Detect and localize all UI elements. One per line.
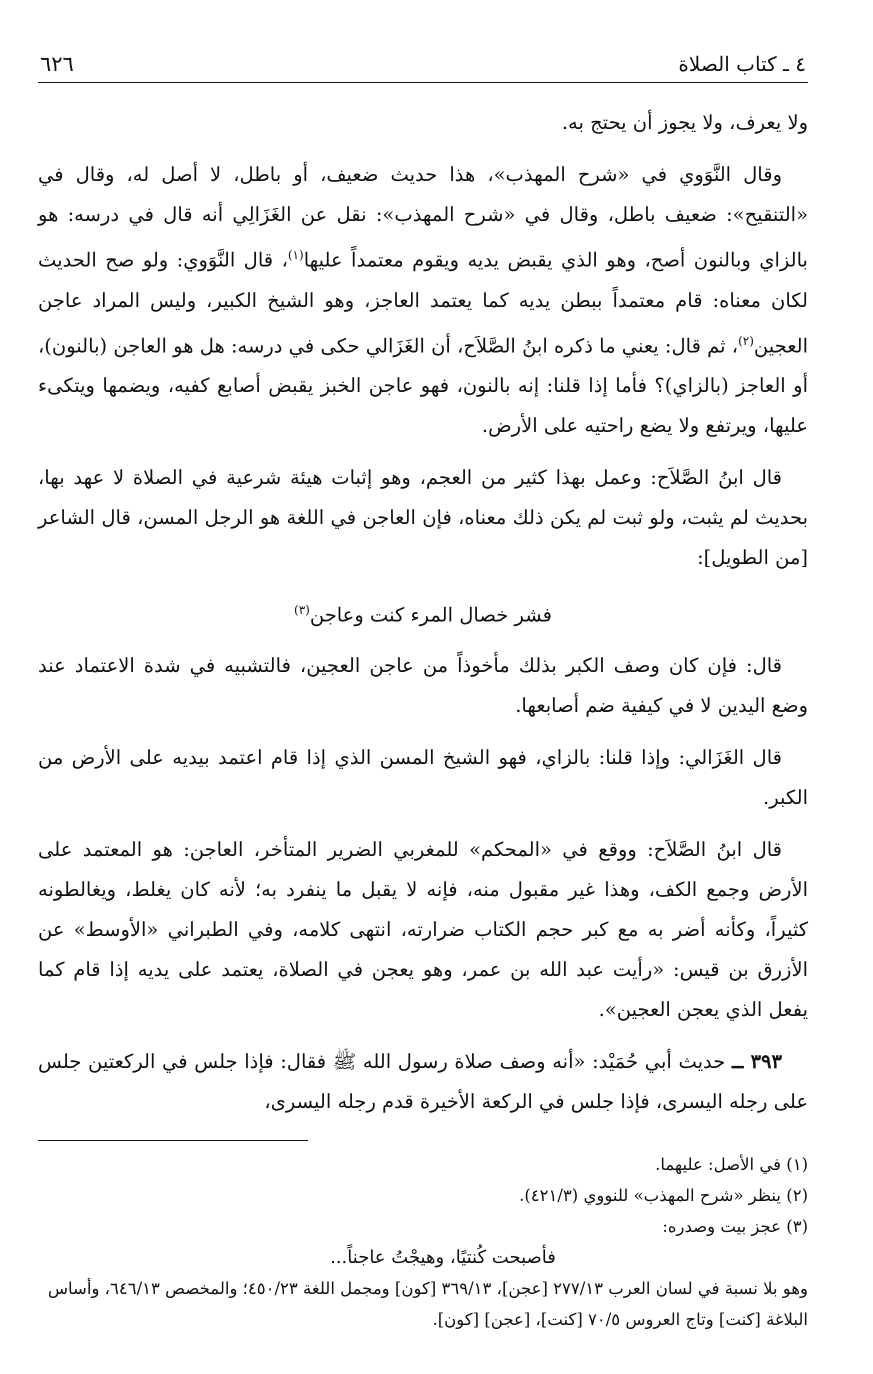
chapter-title: ٤ ـ كتاب الصلاة xyxy=(678,52,806,76)
text-run: وقال النَّوَوي في «شرح المهذب»، هذا حديث ضعيف، أو باطل، لا أصل له، وقال في «التنقيح»: ضعيف باطل، وقال في «شرح المهذب»: نقل عن الغَزَالِي أنه قال في درسه: هو بالزاي وبالنون أصح، وهو الذي يقبض يديه ويقوم معتمداً عليها xyxy=(38,163,808,272)
footnote-mark: (١) xyxy=(287,248,304,262)
page-number: ٦٢٦ xyxy=(40,52,74,76)
running-header xyxy=(38,52,808,83)
footnotes xyxy=(38,1149,808,1335)
paragraph xyxy=(38,1042,808,1122)
paragraph xyxy=(38,155,808,446)
paragraph: ولا يعرف، ولا يجوز أن يحتج به. xyxy=(561,111,808,134)
footnote-mark: (٣) xyxy=(294,603,310,617)
footnote: (٣) عجز بيت وصدره: xyxy=(662,1216,808,1236)
footnote: (١) في الأصل: عليهما. xyxy=(655,1154,808,1174)
verse-text: فشر خصال المرء كنت وعاجن xyxy=(309,603,552,627)
paragraph: قال ابنُ الصَّلاَح: ووقع في «المحكم» للمغربي الضرير المتأخر، العاجن: هو المعتمد على الأرض وجمع الكف، وهذا غير مقبول منه، فإنه لا يقبل ما ينفرد به؛ لأنه كان يغلط، ويغالطونه كثيراً، وكأنه أضر به مع كبر حجم الكتاب ضرارته، انتهى كلامه، وفي الطبراني «الأوسط» عن الأزرق بن قيس: «رأيت عبد الله بن عمر، وهو يعجن في الصلاة، يعتمد على يديه إذا قام كما يفعل الذي يعجن العجين». xyxy=(38,837,808,1021)
hadith-number: ٣٩٣ ــ xyxy=(731,1049,782,1073)
text-run: حديث أبي حُمَيْد: «أنه وصف صلاة رسول الله ﷺ فقال: فإذا جلس في الركعتين جلس على رجله اليسرى، فإذا جلس في الركعة الأخيرة قدم رجله اليسرى، xyxy=(38,1049,808,1113)
footnote: (٢) ينظر «شرح المهذب» للنووي (٤٢١/٣). xyxy=(519,1185,808,1205)
footnote-verse: فأصبحت كُنتيًا، وهيجْتُ عاجناً... xyxy=(330,1246,556,1268)
paragraph: قال ابنُ الصَّلاَح: وعمل بهذا كثير من العجم، وهو إثبات هيئة شرعية في الصلاة لا عهد بها، بحديث لم يثبت، ولو ثبت لم يكن ذلك معناه، فإن العاجن في اللغة هو الرجل المسن، قال الشاعر [من الطويل]: xyxy=(38,466,808,569)
poetry-verse xyxy=(38,590,808,636)
paragraph: قال الغَزَالي: وإذا قلنا: بالزاي، فهو الشيخ المسن الذي إذا قام اعتمد بيديه على الأرض من الكبر. xyxy=(38,745,808,809)
text-run: ، ثم قال: يعني ما ذكره ابنُ الصَّلاَح، أن الغَزَالي حكى في درسه: هل هو العاجن (بالنون)، أو العاجز (بالزاي)؟ فأما إذا قلنا: إنه بالنون، فهو عاجن الخبز يقبض أصابع كفيه، ويضمها ويتكىء عليها، ويرتفع ولا يضع راحتيه على الأرض. xyxy=(38,334,808,437)
footnote: وهو بلا نسبة في لسان العرب ٢٧٧/١٣ [عجن]، ٣٦٩/١٣ [كون] ومجمل اللغة ٤٥٠/٢٣؛ والمخصص ٦٤٦/١٣، وأساس البلاغة [كنت] وتاج العروس ٧٠/٥ [كنت]، [عجن] [كون]. xyxy=(47,1278,808,1329)
text-run: ، قال النَّوَوي: ولو صح الحديث لكان معناه: قام معتمداً ببطن يديه كما يعتمد العاجز، وهو الشيخ الكبير، وليس المراد عاجن العجين xyxy=(38,248,808,357)
paragraph: قال: فإن كان وصف الكبر بذلك مأخوذاً من عاجن العجين، فالتشبيه في شدة الاعتماد عند وضع اليدين لا في كيفية ضم أصابعها. xyxy=(38,653,808,717)
footnote-mark: (٢) xyxy=(738,333,754,348)
footnote-divider xyxy=(38,1140,308,1141)
main-text xyxy=(38,103,808,1122)
document-page xyxy=(38,52,808,1335)
